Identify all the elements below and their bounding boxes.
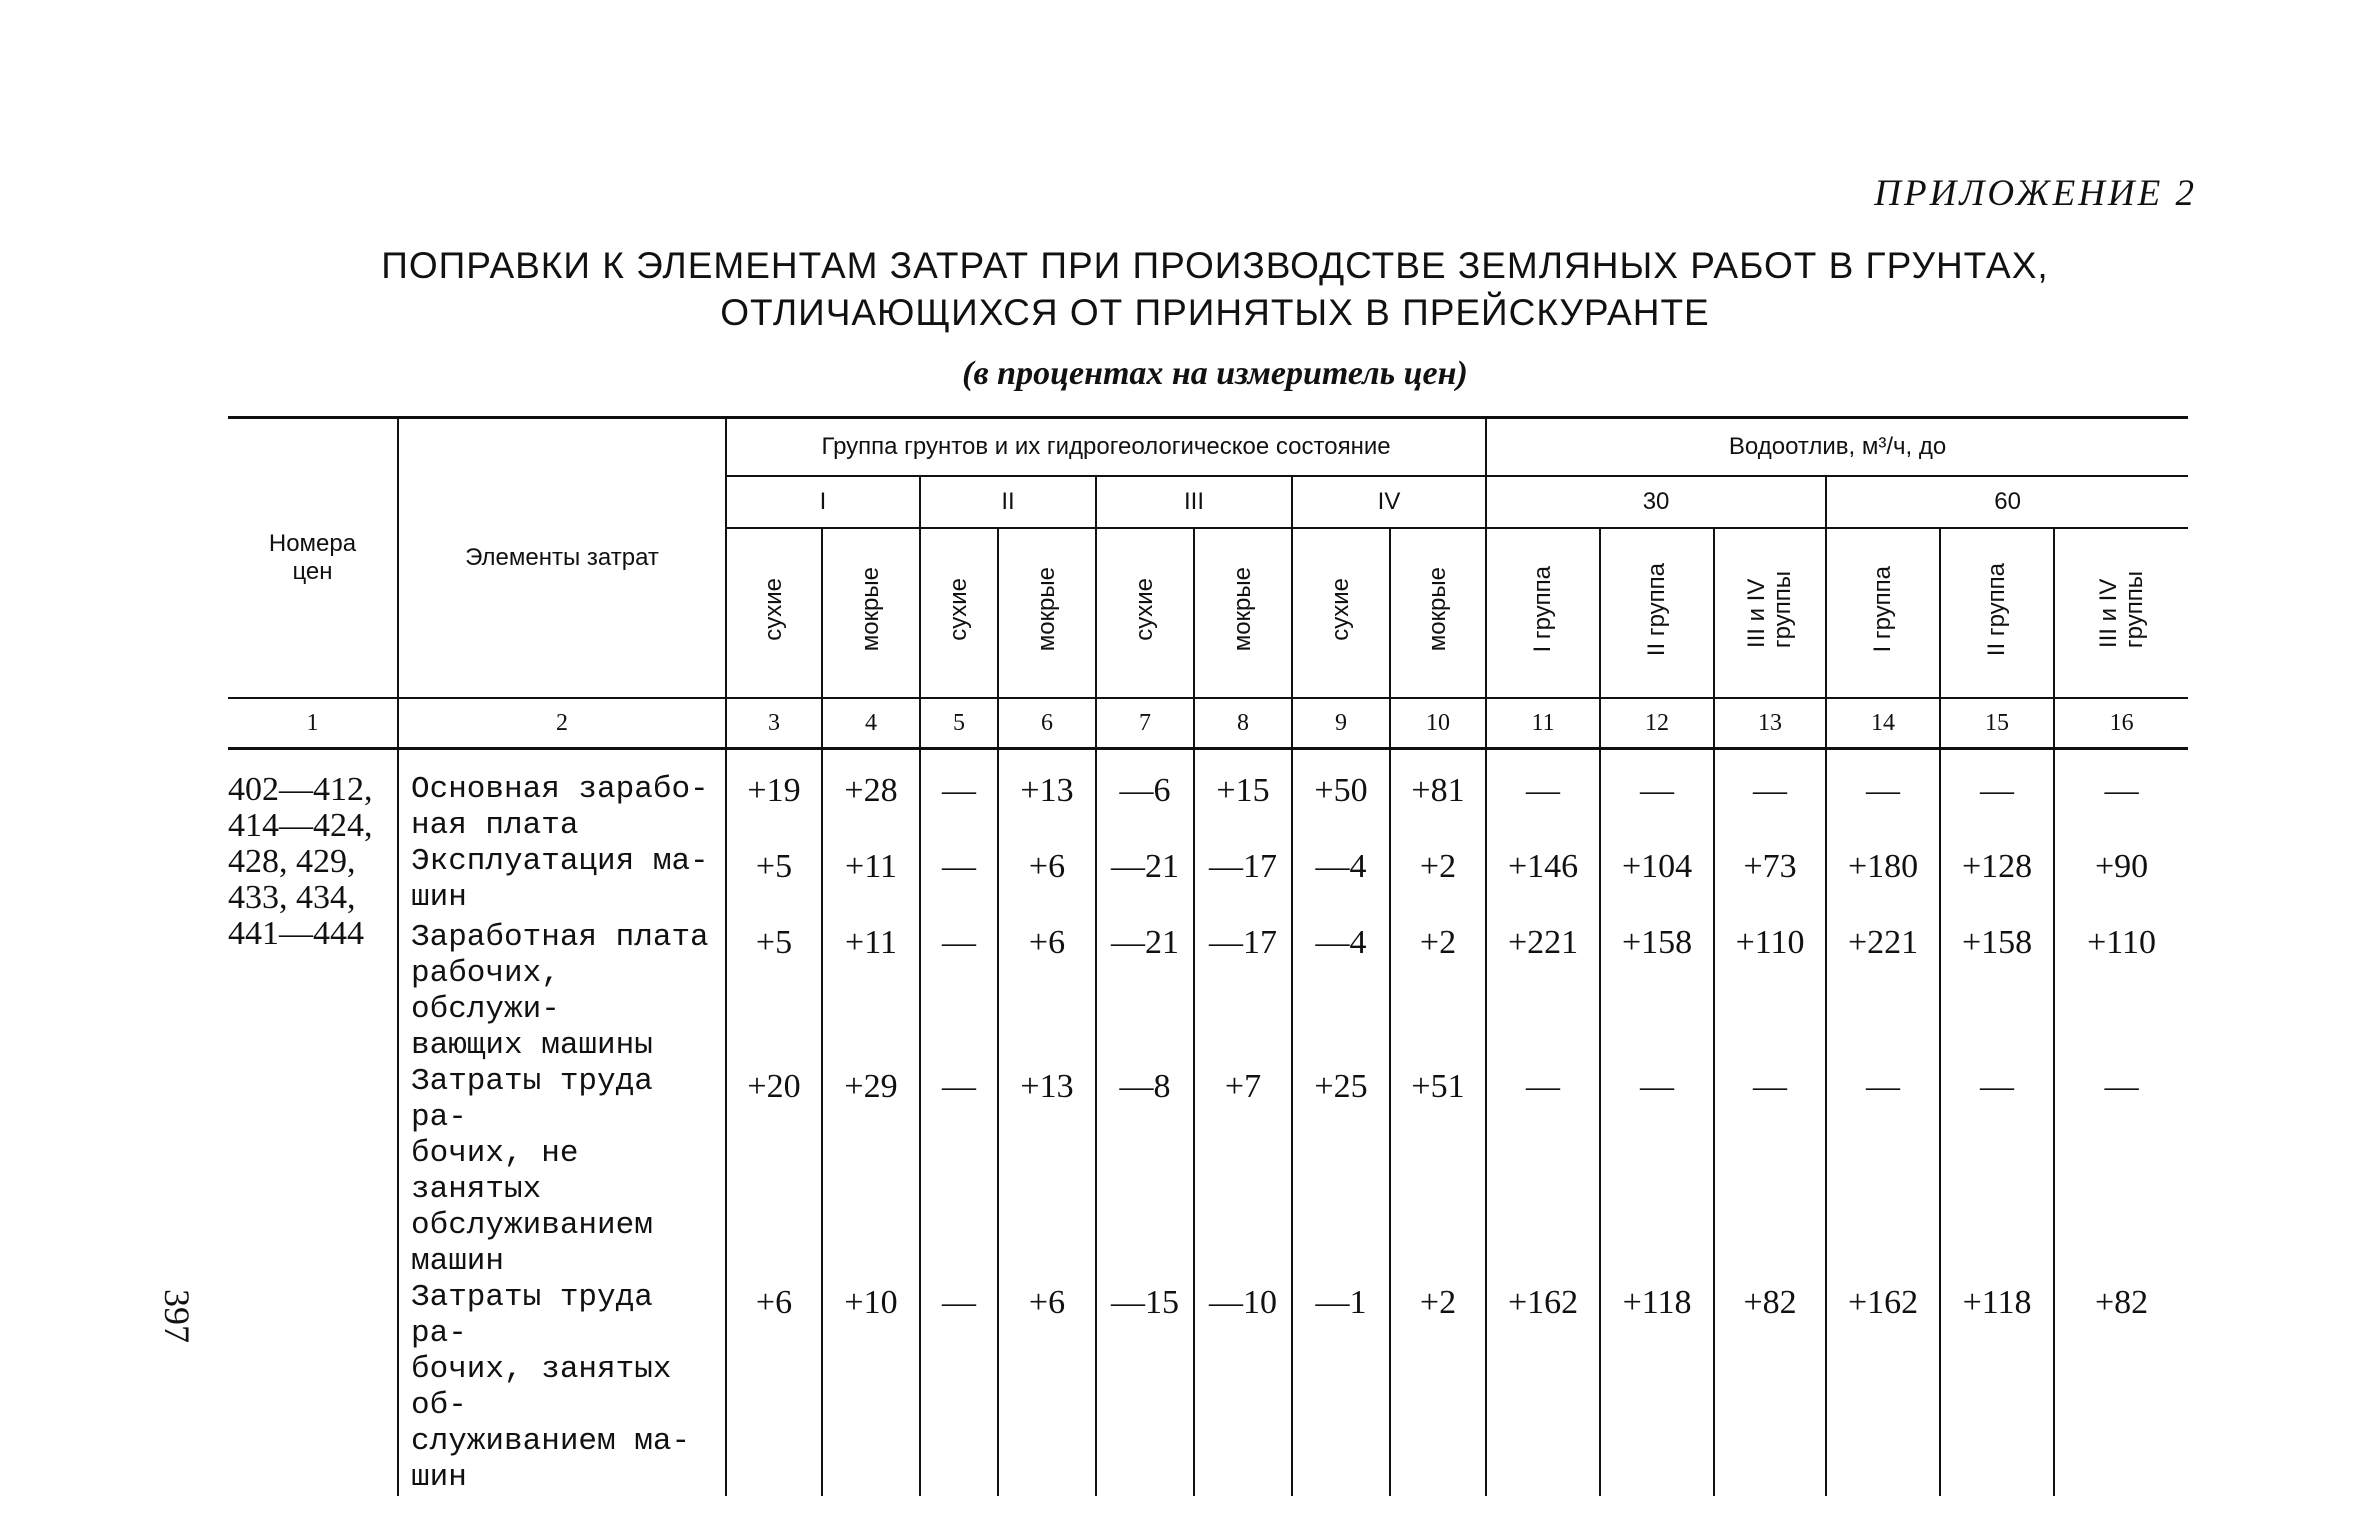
col-number: 3	[726, 698, 822, 749]
value-cell: —	[1826, 1064, 1940, 1280]
value-cell: —	[1940, 1064, 2054, 1280]
value-cell: —21	[1096, 920, 1194, 1064]
value-cell: +146	[1486, 844, 1600, 920]
value-cell: +162	[1486, 1280, 1600, 1496]
header-30-g2: II группа	[1643, 562, 1671, 657]
value-cell: +7	[1194, 1064, 1292, 1280]
value-cell: +118	[1600, 1280, 1714, 1496]
header-60-g34: III и IV группы	[2094, 570, 2148, 649]
header-wet-2: мокрые	[1033, 567, 1060, 652]
header-group-1: I	[726, 476, 920, 528]
value-cell: +11	[822, 920, 920, 1064]
value-cell: +6	[998, 920, 1096, 1064]
header-30-g34: III и IV группы	[1743, 570, 1797, 649]
value-cell: +13	[998, 1064, 1096, 1280]
value-cell: +73	[1714, 844, 1826, 920]
cost-element-cell: Заработная плата рабочих, обслужи- вающих машины	[398, 920, 726, 1064]
header-drainage: Водоотлив, м³/ч, до	[1486, 418, 2188, 477]
col-number: 6	[998, 698, 1096, 749]
header-60-g2: II группа	[1983, 562, 2011, 657]
header-cost-elements: Элементы затрат	[398, 418, 726, 699]
header-dry-4: сухие	[1327, 578, 1354, 641]
value-cell: +104	[1600, 844, 1714, 920]
value-cell: +6	[998, 1280, 1096, 1496]
value-cell: +20	[726, 1064, 822, 1280]
value-cell: +2	[1390, 920, 1486, 1064]
value-cell: +10	[822, 1280, 920, 1496]
value-cell: +19	[726, 749, 822, 845]
value-cell: —	[920, 1280, 998, 1496]
cost-element-cell: Эксплуатация ма- шин	[398, 844, 726, 920]
value-cell: +15	[1194, 749, 1292, 845]
value-cell: —	[920, 844, 998, 920]
col-number: 9	[1292, 698, 1390, 749]
value-cell: +128	[1940, 844, 2054, 920]
col-number: 12	[1600, 698, 1714, 749]
col-number: 4	[822, 698, 920, 749]
col-number: 1	[228, 698, 398, 749]
page-title-line2: ОТЛИЧАЮЩИХСЯ ОТ ПРИНЯТЫХ В ПРЕЙСКУРАНТЕ	[720, 292, 1710, 333]
value-cell: —	[920, 1064, 998, 1280]
value-cell: +51	[1390, 1064, 1486, 1280]
header-group-3: III	[1096, 476, 1292, 528]
value-cell: +82	[1714, 1280, 1826, 1496]
column-number-row	[228, 698, 2188, 749]
value-cell: —	[2054, 749, 2188, 845]
page-subtitle: (в процентах на измеритель цен)	[962, 355, 1468, 392]
value-cell: +2	[1390, 1280, 1486, 1496]
value-cell: +110	[1714, 920, 1826, 1064]
col-number: 10	[1390, 698, 1486, 749]
header-dry-1: сухие	[760, 578, 787, 641]
col-number: 5	[920, 698, 998, 749]
table-row	[228, 844, 2188, 920]
cost-element-cell: Основная зарабо- ная плата	[398, 749, 726, 845]
value-cell: —4	[1292, 844, 1390, 920]
table-row	[228, 1280, 2188, 1496]
value-cell: —	[920, 920, 998, 1064]
value-cell: +50	[1292, 749, 1390, 845]
col-number: 16	[2054, 698, 2188, 749]
value-cell: +11	[822, 844, 920, 920]
header-dry-2: сухие	[945, 578, 972, 641]
value-cell: +6	[726, 1280, 822, 1496]
price-numbers-cell: 402—412, 414—424, 428, 429, 433, 434, 441—444	[228, 771, 373, 952]
value-cell: +5	[726, 920, 822, 1064]
header-60-g1: I группа	[1869, 566, 1897, 653]
col-number: 8	[1194, 698, 1292, 749]
col-number: 14	[1826, 698, 1940, 749]
value-cell: —4	[1292, 920, 1390, 1064]
header-wet-1: мокрые	[857, 567, 884, 652]
header-drain-30: 30	[1486, 476, 1826, 528]
value-cell: +90	[2054, 844, 2188, 920]
page-title-line1: ПОПРАВКИ К ЭЛЕМЕНТАМ ЗАТРАТ ПРИ ПРОИЗВОДСТВЕ ЗЕМЛЯНЫХ РАБОТ В ГРУНТАХ,	[381, 245, 2049, 286]
value-cell: +118	[1940, 1280, 2054, 1496]
table-row	[228, 1064, 2188, 1280]
value-cell: —17	[1194, 920, 1292, 1064]
appendix-label: ПРИЛОЖЕНИЕ 2	[1874, 173, 2197, 214]
value-cell: +13	[998, 749, 1096, 845]
value-cell: +28	[822, 749, 920, 845]
value-cell: —	[1714, 749, 1826, 845]
value-cell: —1	[1292, 1280, 1390, 1496]
value-cell: —	[920, 749, 998, 845]
value-cell: +162	[1826, 1280, 1940, 1496]
value-cell: +158	[1600, 920, 1714, 1064]
value-cell: —	[1600, 1064, 1714, 1280]
table-row	[228, 749, 2188, 845]
value-cell: +25	[1292, 1064, 1390, 1280]
value-cell: —	[1714, 1064, 1826, 1280]
col-number: 13	[1714, 698, 1826, 749]
header-wet-4: мокрые	[1424, 567, 1452, 652]
header-soil-group: Группа грунтов и их гидрогеологическое состояние	[726, 418, 1486, 477]
col-number: 15	[1940, 698, 2054, 749]
value-cell: +82	[2054, 1280, 2188, 1496]
header-price-numbers: Номера цен	[228, 418, 398, 699]
value-cell: —	[1940, 749, 2054, 845]
value-cell: +2	[1390, 844, 1486, 920]
cost-corrections-table	[228, 416, 2188, 1496]
value-cell: +180	[1826, 844, 1940, 920]
value-cell: +29	[822, 1064, 920, 1280]
value-cell: —8	[1096, 1064, 1194, 1280]
page-number: 397	[157, 1289, 197, 1343]
header-drain-60: 60	[1826, 476, 2188, 528]
value-cell: +110	[2054, 920, 2188, 1064]
value-cell: —6	[1096, 749, 1194, 845]
value-cell: +5	[726, 844, 822, 920]
header-30-g1: I группа	[1529, 566, 1557, 653]
value-cell: +221	[1826, 920, 1940, 1064]
header-group-4: IV	[1292, 476, 1486, 528]
value-cell: —	[1600, 749, 1714, 845]
value-cell: —10	[1194, 1280, 1292, 1496]
table-row	[228, 920, 2188, 1064]
header-dry-3: сухие	[1131, 578, 1158, 641]
col-number: 11	[1486, 698, 1600, 749]
value-cell: +158	[1940, 920, 2054, 1064]
value-cell: —	[1486, 749, 1600, 845]
value-cell: +6	[998, 844, 1096, 920]
header-group-2: II	[920, 476, 1096, 528]
col-number: 2	[398, 698, 726, 749]
value-cell: —	[1826, 749, 1940, 845]
cost-element-cell: Затраты труда ра- бочих, занятых об- служиванием ма- шин	[398, 1280, 726, 1496]
value-cell: —15	[1096, 1280, 1194, 1496]
header-wet-3: мокрые	[1229, 567, 1256, 652]
value-cell: —17	[1194, 844, 1292, 920]
value-cell: +81	[1390, 749, 1486, 845]
value-cell: —	[1486, 1064, 1600, 1280]
value-cell: +221	[1486, 920, 1600, 1064]
value-cell: —21	[1096, 844, 1194, 920]
value-cell: —	[2054, 1064, 2188, 1280]
cost-element-cell: Затраты труда ра- бочих, не занятых обслуживанием машин	[398, 1064, 726, 1280]
col-number: 7	[1096, 698, 1194, 749]
table-body	[228, 749, 2188, 1497]
